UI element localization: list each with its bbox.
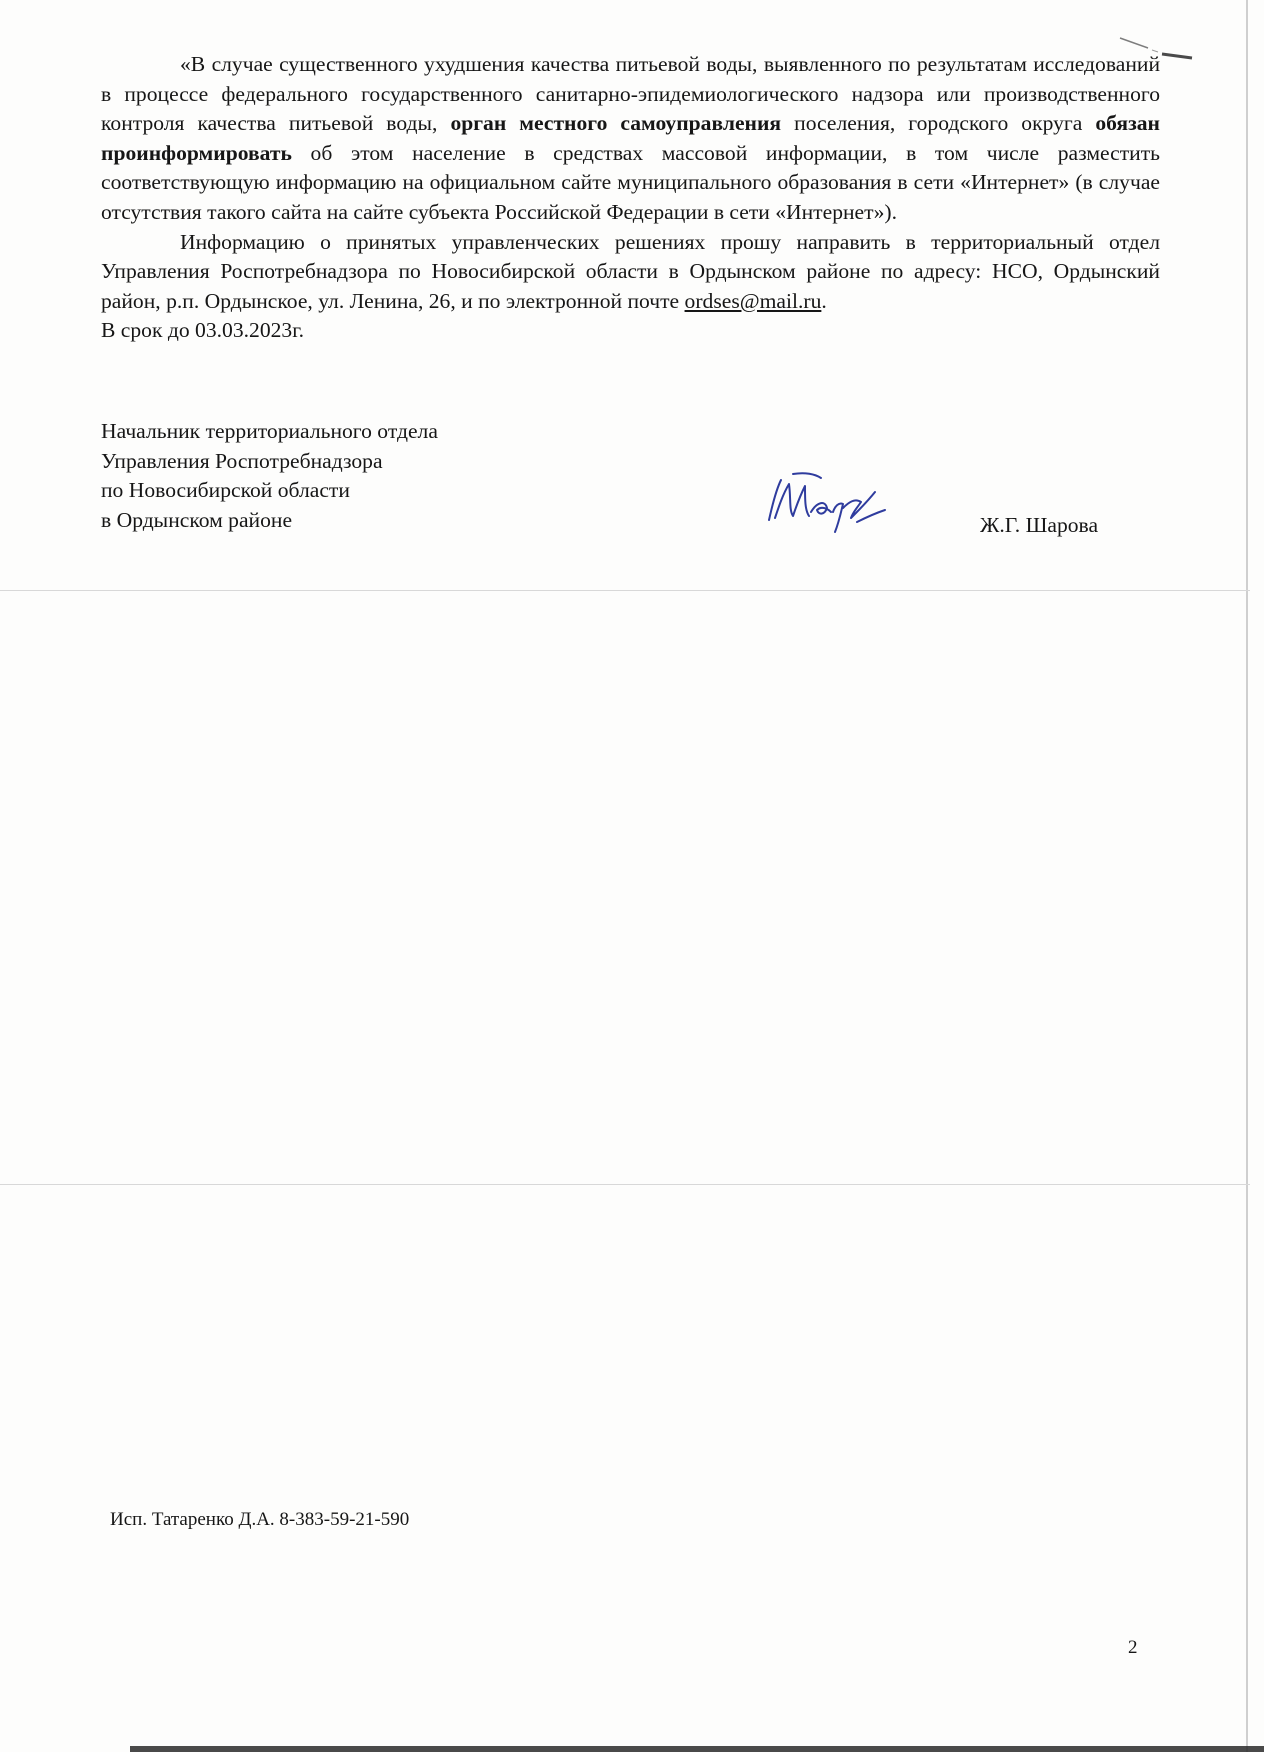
emphasis-local-government: орган местного самоуправления <box>450 111 782 136</box>
page-number: 2 <box>1128 1637 1138 1658</box>
signer-name: Ж.Г. Шарова <box>980 513 1099 537</box>
scan-edge-bottom <box>130 1746 1264 1752</box>
signer-position-line-4: в Ордынском районе <box>101 507 293 532</box>
signer-position-line-2: Управления Роспотребнадзора <box>101 448 383 473</box>
signer-block <box>101 417 438 535</box>
paragraph-water-quality-text-2: поселения, городского округа <box>781 111 1096 136</box>
email-link[interactable]: ordses@mail.ru <box>684 288 822 313</box>
signer-position-line-3: по Новосибирской области <box>101 478 350 502</box>
handwritten-signature <box>755 462 895 542</box>
paragraph-response-request <box>101 228 1160 317</box>
paragraph-water-quality-text-3: об этом население в средствах массовой информации, в том числе разместить соответствующую информацию на официальном сайте муниципального образования в сети «Интернет» (в случае отсутствия такого сайта на сайте субъекта Российской Федерации в сети «Интернет»). <box>101 140 1160 224</box>
deadline-line: В срок до 03.03.2023г. <box>101 318 305 343</box>
executor-contact: Исп. Татаренко Д.А. 8-383-59-21-590 <box>110 1509 410 1530</box>
paragraph-response-request-end: . <box>821 288 827 313</box>
fold-line-upper <box>0 590 1250 591</box>
paragraph-water-quality <box>101 50 1160 228</box>
signer-position-line-1: Начальник территориального отдела <box>101 419 438 443</box>
paragraph-response-request-text: Информацию о принятых управленческих решениях прошу направить в территориальный отдел Управления Роспотребнадзора по Новосибирской области в Ордынском районе по адресу: НСО, Ордынский район, р.п. Ордынское, ул. Ленина, 26, и по электронной почте <box>101 229 1160 313</box>
paragraph-water-quality-text-1: «В случае существенного ухудшения качества питьевой воды, выявленного по результатам исследований в процессе федерального государственного санитарно-эпидемиологического надзора или производственного контроля качества питьевой воды, <box>101 52 1160 136</box>
emphasis-obliged-to-inform: обязан проинформировать <box>101 111 1160 165</box>
fold-line-lower <box>0 1184 1250 1185</box>
letter-body <box>101 50 1160 346</box>
scan-edge-right <box>1246 0 1248 1752</box>
